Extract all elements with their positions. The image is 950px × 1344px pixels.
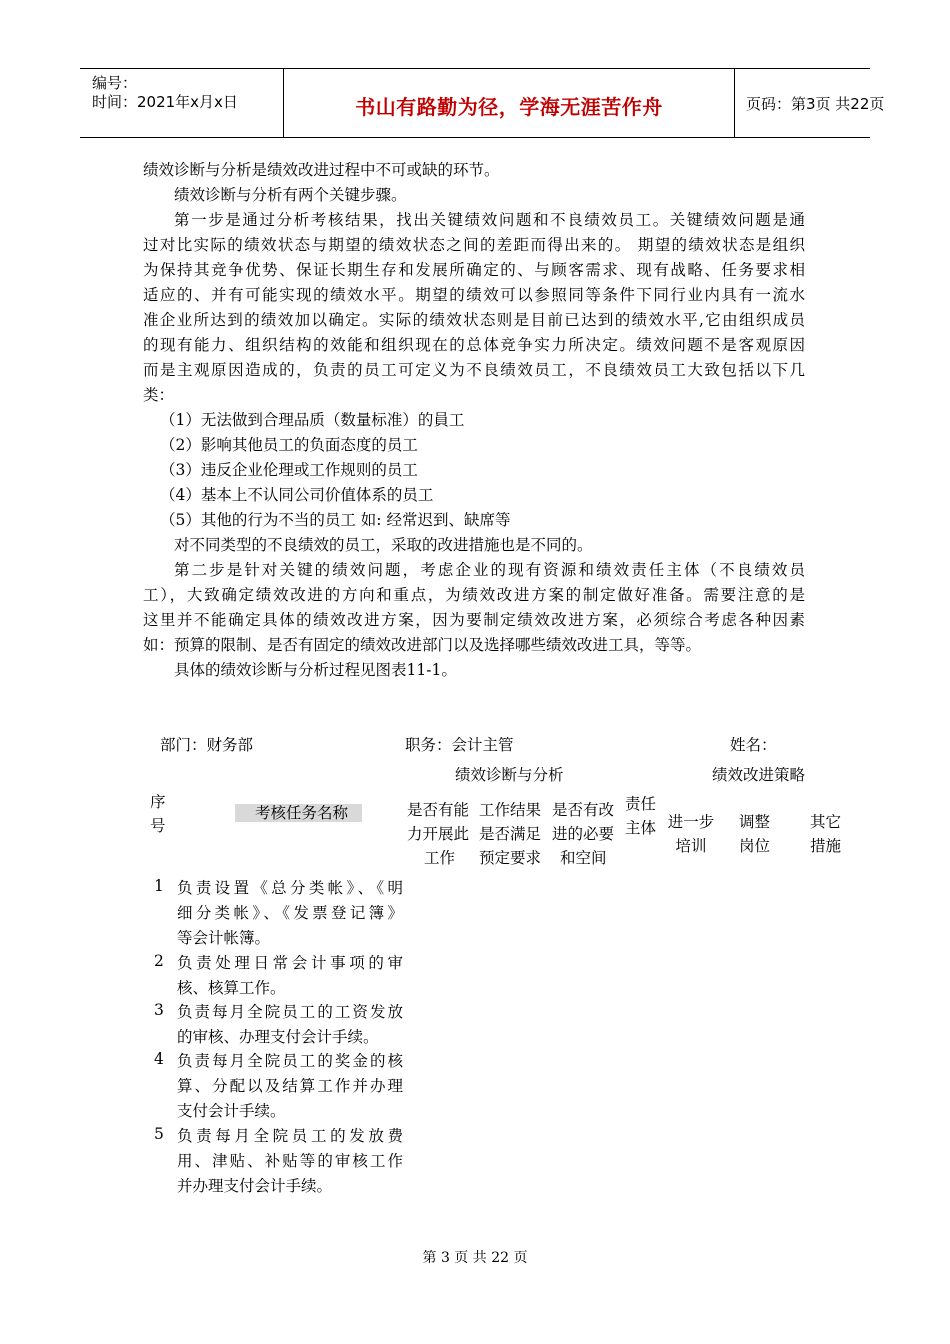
col-other-header [810, 810, 841, 858]
col-seq-line: 号 [150, 817, 166, 835]
col-ability-line: 工作 [424, 849, 456, 867]
task-text-line: 用、津贴、补贴等的审核工作 [177, 1152, 403, 1170]
col-need-line: 是否有改 [552, 801, 615, 819]
col-owner-line: 主体 [625, 819, 657, 837]
list-item: （5）其他的行为不当的员工 如: 经常迟到、缺席等 [160, 511, 511, 529]
motto: 书山有路勤为径，学海无涯苦作舟 [355, 95, 663, 119]
task-text-line: 等会计帐簿。 [177, 929, 271, 947]
row-number: 4 [154, 1050, 164, 1068]
body-line: 第一步是通过分析考核结果，找出关键绩效问题和不良绩效员工。关键绩效问题是通 [174, 211, 805, 229]
body-line: 绩效诊断与分析是绩效改进过程中不可或缺的环节。 [143, 161, 500, 179]
body-line: 对不同类型的不良绩效的员工，采取的改进措施也是不同的。 [174, 536, 593, 554]
body-line: 适应的、并有可能实现的绩效水平。期望的绩效可以参照同等条件下同行业内具有一流水 [143, 286, 805, 304]
task-row-text [177, 1049, 403, 1124]
name-label: 姓名： [730, 736, 777, 754]
body-line: 具体的绩效诊断与分析过程见图表11-1。 [174, 661, 457, 679]
body-line: 如：预算的限制、是否有固定的绩效改进部门以及选择哪些绩效改进工具，等等。 [143, 636, 702, 654]
body-line: 工），大致确定绩效改进的方向和重点，为绩效改进方案的制定做好准备。需要注意的是 [143, 586, 805, 604]
task-text-line: 核、核算工作。 [177, 979, 286, 997]
col-adjust-line: 岗位 [739, 837, 771, 855]
col-result-line: 预定要求 [479, 849, 542, 867]
header-page-cell [734, 69, 885, 137]
task-row [154, 1049, 164, 1069]
body-line: 第二步是针对关键的绩效问题，考虑企业的现有资源和绩效责任主体（不良绩效员 [174, 561, 805, 579]
task-row [154, 1124, 164, 1144]
task-row-text [177, 1124, 403, 1199]
body-line: 的现有能力、组织结构的效能和组织现在的总体竞争实力所决定。绩效问题不是客观原因 [143, 336, 805, 354]
position-label: 职务：会计主管 [405, 736, 514, 754]
task-row [154, 1000, 164, 1020]
page-footer: 第 3 页 共 22 页 [422, 1250, 528, 1266]
col-need-header [552, 798, 614, 870]
header-meta [80, 69, 283, 137]
list-item: （3）违反企业伦理或工作规则的员工 [160, 461, 418, 479]
row-number: 5 [154, 1125, 164, 1143]
task-text-line: 负责设置《总分类帐》、《明 [177, 879, 403, 897]
doc-time: 时间：2021年x月x日 [92, 93, 238, 111]
col-task-label: 考核任务名称 [235, 804, 362, 822]
row-number: 3 [154, 1001, 164, 1019]
col-seq-header [150, 792, 166, 836]
col-ability-header [407, 798, 469, 870]
col-training-header [666, 810, 716, 858]
task-row [154, 876, 164, 896]
row-number: 1 [154, 877, 164, 895]
group-strategy-header: 绩效改进策略 [712, 766, 806, 784]
col-owner-header [625, 792, 656, 840]
task-row-text [177, 951, 403, 1001]
row-number: 2 [154, 952, 164, 970]
col-adjust-line: 调整 [739, 813, 771, 831]
task-text-line: 细分类帐》、《发票登记簿》 [177, 904, 403, 922]
header-motto-cell [283, 69, 735, 137]
list-item: （4）基本上不认同公司价值体系的员工 [160, 486, 434, 504]
col-result-header [479, 798, 541, 870]
body-line: 绩效诊断与分析有两个关键步骤。 [174, 186, 407, 204]
task-row-text [177, 876, 403, 951]
col-result-line: 是否满足 [479, 825, 542, 843]
list-item: （2）影响其他员工的负面态度的员工 [160, 436, 418, 454]
col-result-line: 工作结果 [479, 801, 542, 819]
col-need-line: 进的必要 [552, 825, 615, 843]
task-text-line: 并办理支付会计手续。 [177, 1177, 333, 1195]
col-adjust-header [739, 810, 770, 858]
body-line: 过对比实际的绩效状态与期望的绩效状态之间的差距而得出来的。 期望的绩效状态是组织 [143, 236, 805, 254]
body-line: 这里并不能确定具体的绩效改进方案，因为要制定绩效改进方案，必须综合考虑各种因素 [143, 611, 805, 629]
doc-number: 编号： [92, 74, 138, 92]
col-task-header [235, 803, 362, 823]
task-row [154, 951, 164, 971]
task-text-line: 支付会计手续。 [177, 1102, 286, 1120]
col-owner-line: 责任 [625, 795, 657, 813]
group-diagnosis-header: 绩效诊断与分析 [455, 766, 564, 784]
task-text-line: 算、分配以及结算工作并办理 [177, 1077, 403, 1095]
task-text-line: 负责每月全院员工的奖金的核 [177, 1052, 403, 1070]
task-text-line: 负责每月全院员工的工资发放 [177, 1003, 403, 1021]
department-label: 部门：财务部 [160, 736, 254, 754]
page-code: 页码：第3页 共22页 [746, 95, 885, 113]
col-other-line: 其它 [810, 813, 842, 831]
body-line: 为保持其竞争优势、保证长期生存和发展所确定的、与顾客需求、现有战略、任务要求相 [143, 261, 805, 279]
task-text-line: 负责每月全院员工的发放费 [177, 1127, 403, 1145]
col-training-line: 培训 [675, 837, 707, 855]
task-row-text [177, 1000, 403, 1050]
col-ability-line: 力开展此 [407, 825, 470, 843]
task-text-line: 的审核、办理支付会计手续。 [177, 1028, 379, 1046]
col-other-line: 措施 [810, 837, 842, 855]
body-line: 类： [143, 386, 175, 404]
col-need-line: 和空间 [560, 849, 607, 867]
task-text-line: 负责处理日常会计事项的审 [177, 954, 403, 972]
body-line: 而是主观原因造成的，负责的员工可定义为不良绩效员工，不良绩效员工大致包括以下几 [143, 361, 805, 379]
col-ability-line: 是否有能 [407, 801, 470, 819]
col-training-line: 进一步 [667, 813, 715, 831]
page-header [80, 68, 885, 138]
list-item: （1）无法做到合理品质（数量标准）的員工 [160, 411, 465, 429]
body-line: 准企业所达到的绩效加以确定。实际的绩效状态则是目前已达到的绩效水平,它由组织成员 [143, 311, 805, 329]
col-seq-line: 序 [150, 793, 166, 811]
